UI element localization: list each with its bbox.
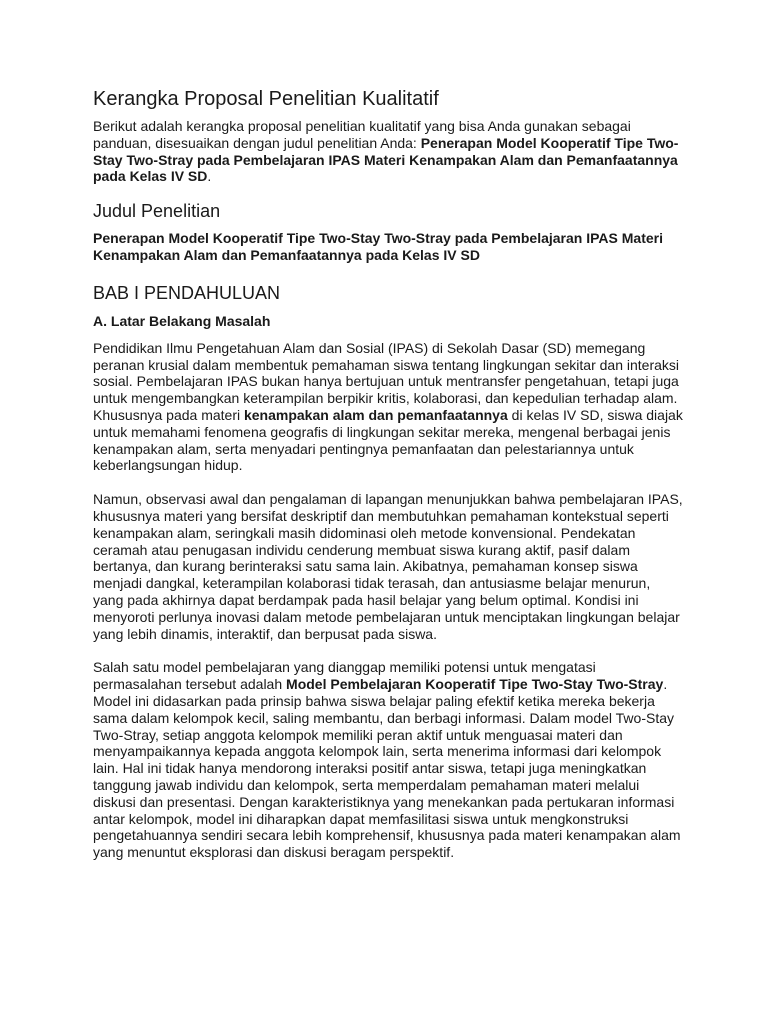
latar-paragraph-3: [93, 659, 683, 861]
latar-paragraph-1: [93, 340, 683, 474]
latar-p3-bold: Model Pembelajaran Kooperatif Tipe Two-Stay Two-Stray: [286, 676, 664, 693]
intro-text: Berikut adalah kerangka proposal penelitian kualitatif yang bisa Anda gunakan sebagai panduan, disesuaikan dengan judul penelitian Anda:: [93, 118, 631, 151]
intro-paragraph: [93, 118, 683, 185]
judul-block: [93, 230, 683, 264]
latar-belakang-heading: A. Latar Belakang Masalah: [93, 312, 271, 329]
document-page: [93, 86, 683, 861]
intro-bold-title: Penerapan Model Kooperatif Tipe Two-Stay Two-Stray pada Pembelajaran IPAS Materi Kenampakan Alam dan Pemanfaatannya pada Kelas IV SD: [93, 134, 679, 185]
latar-p3-text: Salah satu model pembelajaran yang dianggap memiliki potensi untuk mengatasi permasalahan tersebut adalah: [93, 659, 596, 693]
judul-text: Penerapan Model Kooperatif Tipe Two-Stay Two-Stray pada Pembelajaran IPAS Materi Kenampakan Alam dan Pemanfaatannya pada Kelas IV SD: [93, 230, 663, 263]
latar-paragraph-2: Namun, observasi awal dan pengalaman di lapangan menunjukkan bahwa pembelajaran IPAS, khususnya materi yang bersifat deskriptif dan membutuhkan pemahaman kontekstual seperti kenampakan alam, seringkali masih didominasi oleh metode konvensional. Pendekatan ceramah atau penugasan individu cenderung membuat siswa kurang aktif, pasif dalam bertanya, dan kurang berinteraksi satu sama lain. Akibatnya, pemahaman konsep siswa menjadi dangkal, keterampilan kolaborasi tidak terasah, dan antusiasme belajar menurun, yang pada akhirnya dapat berdampak pada hasil belajar yang belum optimal. Kondisi ini menyoroti perlunya inovasi dalam metode pembelajaran untuk menciptakan lingkungan belajar yang lebih dinamis, interaktif, dan berpusat pada siswa.: [93, 491, 683, 642]
judul-heading: Judul Penelitian: [93, 201, 221, 222]
latar-p1-bold: kenampakan alam dan pemanfaatannya: [243, 406, 508, 423]
latar-p1-text-end: di kelas IV SD, siswa diajak untuk memahami fenomena geografis di lingkungan sekitar mereka, mengenal berbagai jenis kenampakan alam, serta menyadari pentingnya pemanfaatan dan pelestariannya untuk keberlangsungan hidup.: [93, 406, 683, 474]
bab1-heading: BAB I PENDAHULUAN: [93, 282, 281, 303]
latar-p3-text-end: . Model ini didasarkan pada prinsip bahwa siswa belajar paling efektif ketika mereka bekerja sama dalam kelompok kecil, saling membantu, dan berbagi informasi. Dalam model Two-Stay Two-Stray, setiap anggota kelompok memiliki peran aktif untuk menguasai materi dan menyampaikannya kepada anggota kelompok lain, serta menerima informasi dari kelompok lain. Hal ini tidak hanya mendorong interaksi positif antar siswa, tetapi juga meningkatkan tanggung jawab individu dan kelompok, serta memperdalam pemahaman materi melalui diskusi dan presentasi. Dengan karakteristiknya yang menekankan pada pertukaran informasi antar kelompok, model ini diharapkan dapat memfasilitasi siswa untuk mengkonstruksi pengetahuannya sendiri secara lebih komprehensif, khususnya pada materi kenampakan alam yang menuntut eksplorasi dan diskusi beragam perspektif.: [93, 676, 681, 861]
intro-text-end: .: [207, 168, 212, 185]
latar-p1-text: Pendidikan Ilmu Pengetahuan Alam dan Sosial (IPAS) di Sekolah Dasar (SD) memegang peranan krusial dalam membentuk pemahaman siswa tentang lingkungan sekitar dan interaksi sosial. Pembelajaran IPAS bukan hanya bertujuan untuk mentransfer pengetahuan, tetapi juga untuk mengembangkan keterampilan berpikir kritis, kolaborasi, dan kepedulian terhadap alam. Khususnya pada materi: [93, 339, 679, 423]
document-title: Kerangka Proposal Penelitian Kualitatif: [93, 88, 439, 110]
